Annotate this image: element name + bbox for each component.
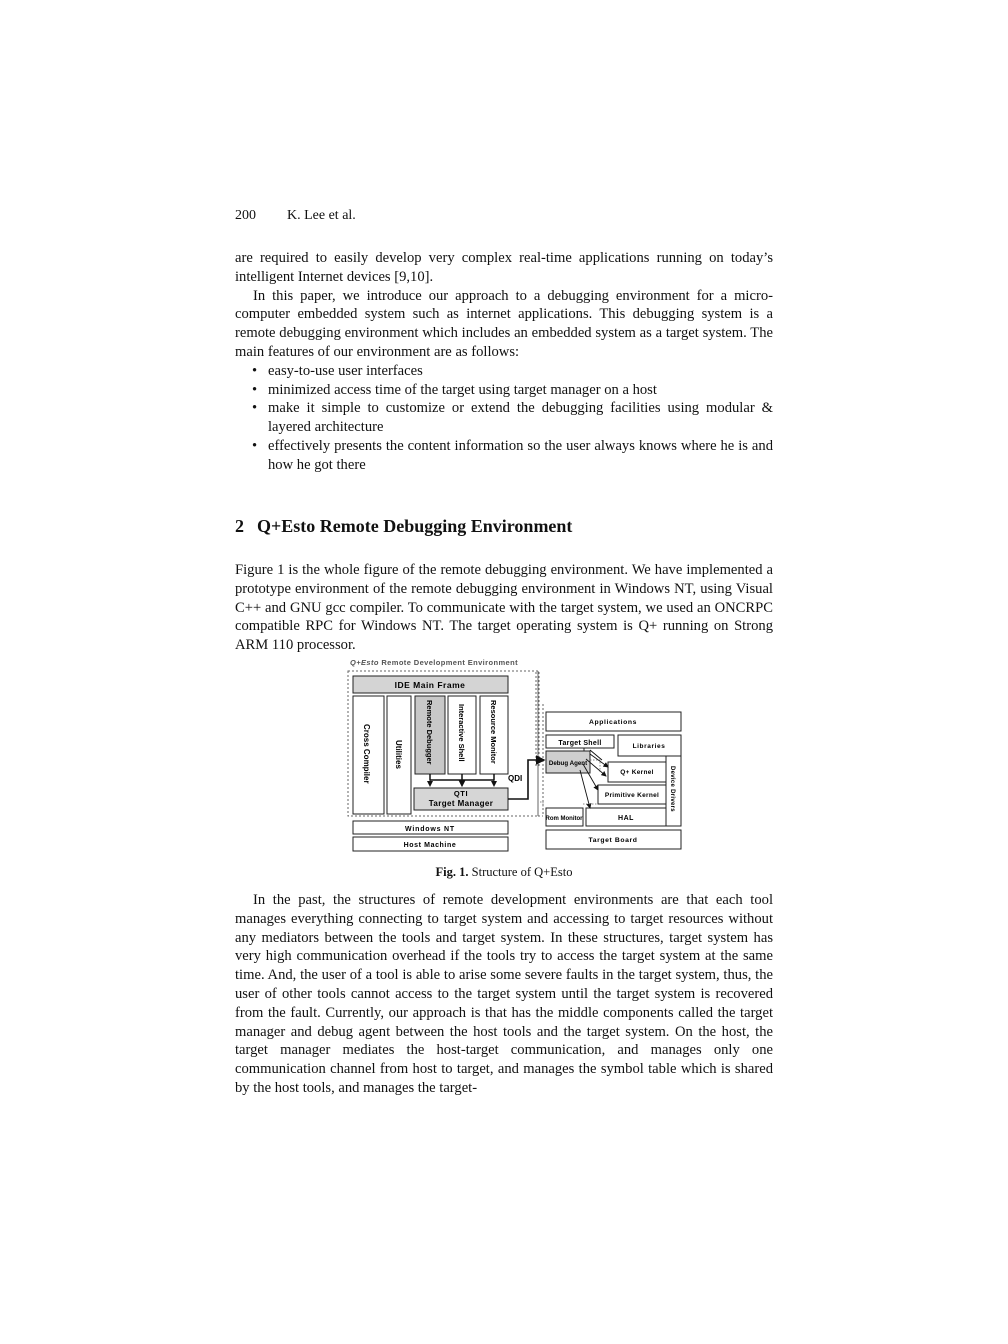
target-board-label: Target Board — [588, 837, 638, 844]
debug-agent-label: Debug Agent — [548, 760, 588, 767]
section-number: 2 — [235, 516, 244, 536]
qti-label: QTI — [453, 789, 469, 798]
target-manager-label: Target Manager — [428, 799, 494, 808]
section-heading — [235, 516, 572, 537]
environment-title: Q+Esto Remote Development Environment — [350, 658, 518, 667]
cross-compiler-label: Cross Compiler — [362, 724, 371, 784]
applications-label: Applications — [589, 719, 637, 726]
q-kernel-label: Q+ Kernel — [620, 769, 654, 776]
utilities-label: Utilities — [394, 740, 403, 769]
primitive-kernel-label: Primitive Kernel — [604, 792, 660, 799]
caption-text: Structure of Q+Esto — [468, 865, 573, 879]
feature-item: • easy-to-use user interfaces — [235, 362, 773, 381]
feature-list — [235, 362, 773, 475]
target-shell-label: Target Shell — [558, 740, 602, 747]
host-machine-label: Host Machine — [403, 842, 457, 849]
device-drivers-label: Device Drivers — [669, 766, 675, 812]
section-body — [235, 561, 773, 655]
windows-nt-label: Windows NT — [405, 826, 455, 833]
feature-item: • effectively presents the content information so the user always knows where he is and how he got there — [235, 437, 773, 475]
libraries-label: Libraries — [632, 743, 666, 750]
rom-monitor-label: Rom Monitor — [545, 816, 583, 822]
running-header — [235, 208, 356, 224]
page-number: 200 — [235, 208, 256, 223]
feature-item: • make it simple to customize or extend the debugging facilities using modular & layered architecture — [235, 399, 773, 437]
after-figure-block — [235, 891, 773, 1098]
intro-paragraph-1: are required to easily develop very complex real-time applications running on today’s intelligent Internet devices [9,10]. — [235, 250, 773, 285]
caption-label: Fig. 1. — [435, 865, 469, 879]
section-paragraph: Figure 1 is the whole figure of the remote debugging environment. We have implemented a prototype environment of the remote debugging environment in Windows NT, using Visual C++ and GNU gcc compiler. To communicate with the target system, we used an ONCRPC compatible RPC for Windows NT. The target operating system is Q+ running on Strong ARM 110 processor. — [235, 562, 773, 654]
hal-label: HAL — [618, 815, 634, 822]
figure-caption — [235, 865, 773, 880]
section-title: Q+Esto Remote Debugging Environment — [257, 516, 573, 536]
intro-block — [235, 249, 773, 475]
intro-paragraph-2: In this paper, we introduce our approach to a debugging environment for a micro-computer embedded system such as internet applications. This debugging system is a remote debugging environment which includes an embedded system as a target system. The main features of our environment are as follows: — [235, 287, 773, 360]
interactive-shell-label: Interactive Shell — [457, 704, 466, 762]
running-authors: K. Lee et al. — [287, 208, 356, 223]
qdi-label: QDI — [508, 774, 523, 783]
resource-monitor-label: Resource Monitor — [489, 700, 498, 764]
feature-item: • minimized access time of the target using target manager on a host — [235, 381, 773, 400]
ide-main-frame-label: IDE Main Frame — [394, 680, 466, 690]
after-figure-paragraph: In the past, the structures of remote development environments are that each tool manages everything connecting to target system and accessing to target resources without any mediators between the tools and target system. In these structures, target system has very high communication overhead if the tools try to access the target system at the same time. And, the user of a tool is able to arise some severe faults in the target system, thus, the user of other tools cannot access to the target system until the target system is recovered from the fault. Currently, our approach is that has the middle components called the target manager and debug agent between the host tools and the target system. On the host, the target manager mediates the host-target communication, and manages only one communication channel from host to target, and manages the symbol table which is shared by the host tools, and manages the target- — [235, 892, 773, 1096]
structure-figure — [340, 654, 690, 854]
remote-debugger-label: Remote Debugger — [425, 700, 434, 765]
